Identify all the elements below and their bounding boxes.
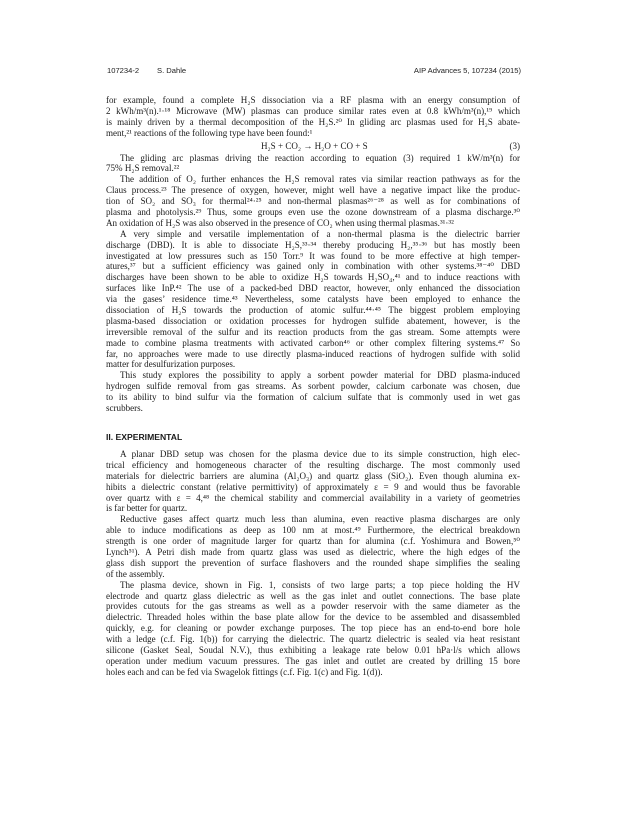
text-line: dielectric. Threaded holes within the base plate allow for the device to be assembled and disassembled [106, 612, 520, 623]
text-line: irreversible removal of the sulfur and its reaction products from the gas stream. Some attempts were [106, 326, 520, 337]
text-line: operation under medium vacuum pressures. The gas inlet and outlet are created by drilling 15 bore [106, 655, 520, 666]
text-line: glass dish support the prevention of surface flashovers and the rounded shape simplifies the sealing [106, 557, 520, 568]
text-line: to its ability to bind sulfur via the formation of calcium sulfate that is commonly used in wet gas [106, 392, 520, 403]
header-journal: AIP Advances 5, 107234 (2015) [413, 66, 521, 75]
text-line: surfaces like InP.⁴² The use of a packed-bed DBD reactor, however, only enhanced the dissociation [106, 283, 520, 294]
equation-number: (3) [509, 140, 520, 151]
text-line: plasma and photolysis.²⁹ Thus, some groups even use the ozone downstream of a plasma discharge.³⁰ [106, 207, 520, 218]
text-line: 2 kWh/m³(n).¹·¹⁸ Microwave (MW) plasmas can produce similar rates even at 0.8 kWh/m³(n),¹⁹ which [106, 105, 520, 116]
equation-3 [106, 139, 520, 153]
text-line: A planar DBD setup was chosen for the plasma device due to its simple construction, high elec- [120, 448, 520, 459]
text-line: discharges have been shown to be able to oxidize H₂S towards H₂SO₄,⁴¹ and to induce reactions with [106, 272, 520, 283]
text-line: The plasma device, shown in Fig. 1, consists of two large parts; a top piece holding the HV [120, 579, 520, 590]
text-line: ment,²¹ reactions of the following type have been found:¹ [106, 127, 313, 138]
text-line: materials for dielectric barriers are alumina (Al₂O₃) and quartz glass (SiO₂). Even though alumina ex- [106, 470, 520, 481]
equation-body: H₂S + CO₂ → H₂O + CO + S [261, 140, 368, 151]
text-line: for example, found a complete H₂S dissociation via a RF plasma with an energy consumption of [106, 95, 520, 105]
text-line: investigated at low pressures such as 150 Torr.⁹ It was found to be more effective at high temper- [106, 250, 520, 261]
text-line: quickly, e.g. for cleaning or powder exchange purposes. The top piece has an end-to-end bore hole [106, 623, 520, 634]
text-line: Claus process.²³ The presence of oxygen, however, might well have a negative impact like the produc- [106, 185, 520, 196]
text-line: scrubbers. [106, 403, 143, 414]
text-line: via the gases’ residence time.⁴³ Nevertheless, some catalysts have been employed to enhance the [106, 294, 520, 305]
text-line: holes each and can be fed via Swagelok fittings (c.f. Fig. 1(c) and Fig. 1(d)). [106, 666, 383, 677]
text-line: able to induce modifications as deep as 100 nm at most.⁴⁹ Furthermore, the electrical breakdown [106, 525, 520, 536]
text-line: The gliding arc plasmas driving the reaction according to equation (3) required 1 kW/m³(n) for [120, 152, 520, 163]
text-line: Lynch⁵¹). A Petri dish made from quartz glass was used as dielectric, where the high edges of the [106, 546, 520, 557]
text-line: A very simple and versatile implementation of a non-thermal plasma is the dielectric barrier [120, 228, 520, 239]
header-page-id: 107234-2 [107, 66, 140, 75]
header-author: S. Dahle [157, 66, 187, 75]
text-line: made to combine plasma treatments with activated carbon⁴⁶ or other complex filtering systems.⁴⁷ So [106, 337, 520, 348]
text-line: tion of SO₂ and SO₃ for thermal²⁴·²⁵ and non-thermal plasmas²⁶⁻²⁸ as well as for combinations of [106, 196, 520, 207]
text-line: Reductive gases affect quartz much less than alumina, even reactive plasma discharges are only [120, 514, 520, 525]
text-line: trical efficiency and homogeneous character of the resulting discharge. The most commonly used [106, 459, 520, 470]
text-line: electrode and quartz glass dielectric as well as the gas inlet and outlet connections. The base plate [106, 590, 520, 601]
text-line: with a ledge (c.f. Fig. 1(b)) for carrying the dielectric. The quartz dielectric is sealed via heat resistant [106, 634, 520, 645]
text-line: matter for desulfurization purposes. [106, 359, 236, 370]
text-line: discharge (DBD). It is able to dissociate H₂S,³³·³⁴ thereby producing H₂,³⁵·³⁶ but has mostly been [106, 239, 520, 250]
text-line: of the assembly. [106, 568, 165, 579]
text-line: atures,³⁷ but a sufficient efficiency was gained only in combination with other systems.³⁸⁻⁴⁰ DBD [106, 261, 520, 272]
text-line: hydrogen sulfide removal from gas streams. As sorbent powder, calcium carbonate was chosen, due [106, 381, 520, 392]
text-line: dissociation of H₂S towards the production of atomic sulfur.⁴⁴·⁴⁵ The biggest problem employing [106, 305, 520, 316]
text-line: plasma-based dissociation or oxidation processes for hydrogen sulfide abatement, however, is the [106, 315, 520, 326]
text-line: strength is one order of magnitude larger for quartz than for alumina (c.f. Yoshimura and Bowen,⁵⁰ [106, 536, 520, 547]
text-line: over quartz with ε = 4,⁴⁸ the chemical stability and commercial availability in a variety of geometries [106, 492, 520, 503]
text-line: provides cutouts for the gas streams as well as a powder reservoir with the same diameter as the [106, 601, 520, 612]
text-line: far, no approaches were made to use directly plasma-induced reactions of hydrogen sulfide with solid [106, 348, 520, 359]
text-line: hibits a dielectric constant (relative permittivity) of approximately ε = 9 and would thus be favorable [106, 481, 520, 492]
text-line: 75% H₂S removal.²² [106, 163, 180, 174]
text-line: The addition of O₂ further enhances the H₂S removal rates via similar reaction pathways as for the [120, 174, 520, 185]
section-heading: II. EXPERIMENTAL [106, 431, 183, 442]
text-line: An oxidation of H₂S was also observed in the presence of CO₂ when using thermal plasmas.³¹·³² [106, 217, 454, 228]
text-line: is far better for quartz. [106, 503, 188, 514]
text-line: silicone (Gasket Seal, Soudal N.V.), thus exhibiting a leakage rate below 0.01 hPa·l/s which allows [106, 644, 520, 655]
article-body [106, 95, 520, 678]
section-gap [106, 414, 520, 431]
text-line: is mainly driven by a thermal decomposition of the H₂S.²⁰ In gliding arc plasmas used for H₂S abate- [106, 116, 520, 127]
text-line: This study explores the possibility to apply a sorbent powder material for DBD plasma-induced [120, 370, 520, 381]
